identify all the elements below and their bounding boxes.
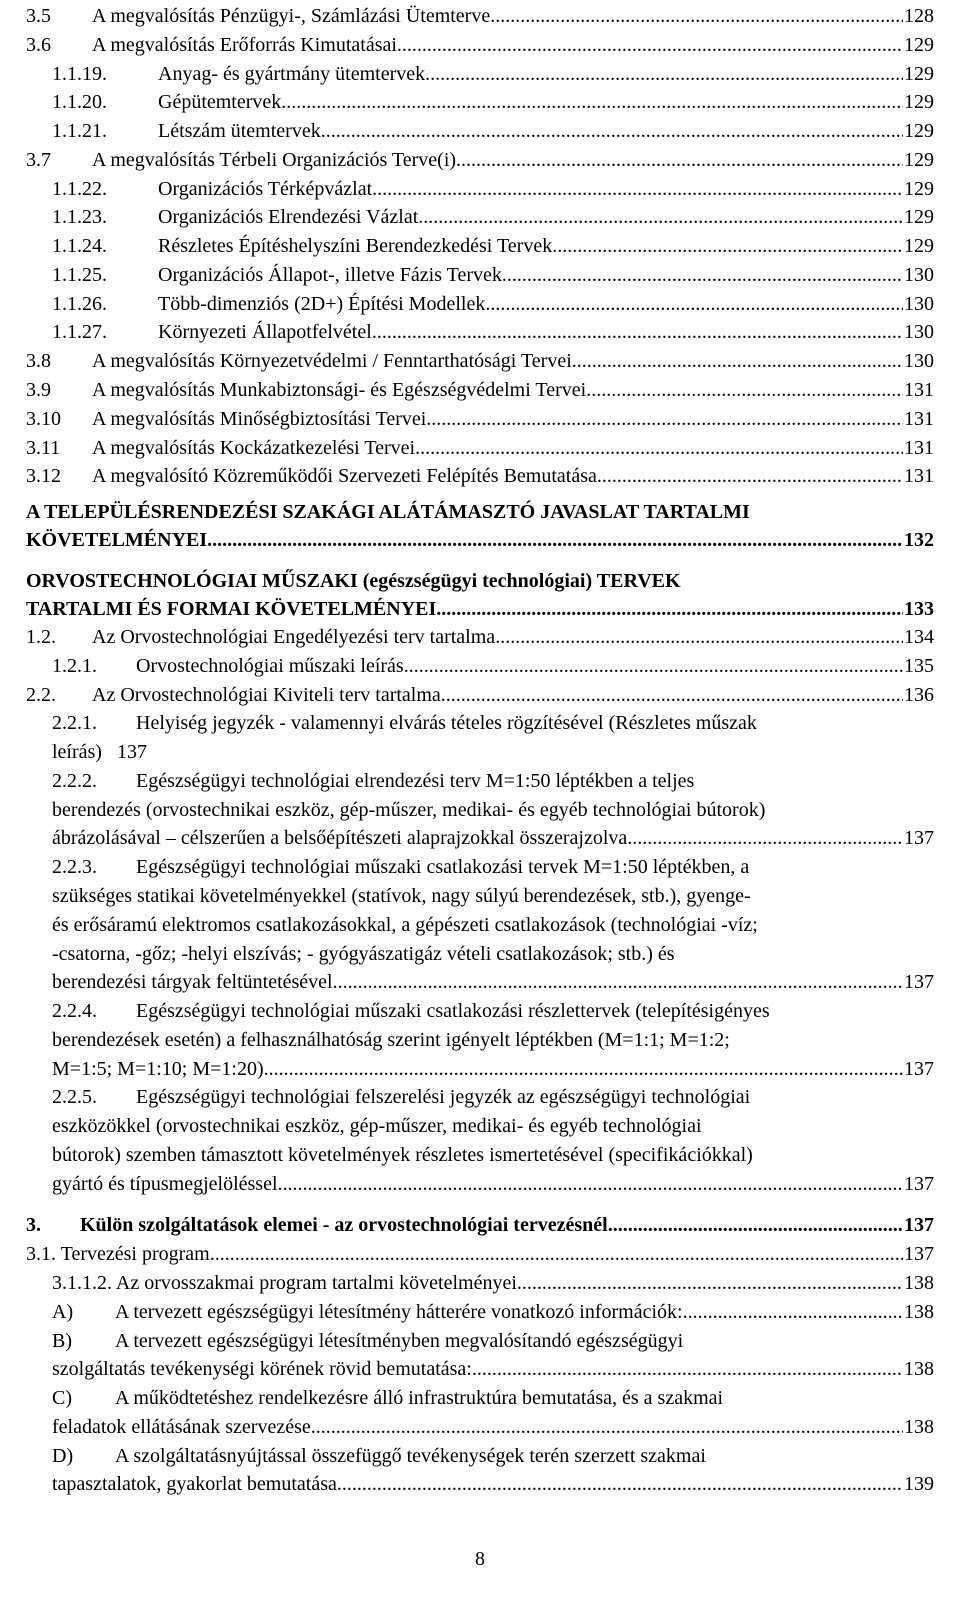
toc-title: A megvalósítás Erőforrás Kimutatásai: [92, 34, 397, 56]
toc-title: Organizációs Állapot-, illetve Fázis Tervek: [158, 264, 502, 286]
toc-title: A megvalósítás Pénzügyi-, Számlázási Ütemterve: [92, 5, 491, 27]
toc-number: 1.1.23.: [52, 206, 107, 228]
toc-title-line: berendezési tárgyak feltüntetésével: [52, 971, 333, 993]
toc-number: 1.1.24.: [52, 235, 107, 257]
toc-number: 1.1.25.: [52, 264, 107, 286]
toc-title: A megvalósító Közreműködői Szervezeti Felépítés Bemutatása: [92, 465, 597, 487]
toc-page: 130: [904, 293, 934, 315]
toc-title-line: feladatok ellátásának szervezése.: [52, 1416, 316, 1438]
toc-title: A megvalósítás Kockázatkezelési Tervei: [92, 437, 416, 459]
toc-page: 129: [904, 120, 934, 142]
toc-page: 130: [904, 321, 934, 343]
toc-title: Gépütemtervek: [158, 91, 282, 113]
toc-number: 2.2.1.: [52, 712, 97, 734]
toc-number: 3.12: [26, 465, 61, 487]
toc-title-line: gyártó és típusmegjelöléssel: [52, 1173, 278, 1195]
toc-title-line: -csatorna, -gőz; -helyi elszívás; - gyógyászatigáz vételi csatlakozások; stb.) és: [52, 943, 675, 965]
toc-number: 3.9: [26, 379, 51, 401]
toc-number: 1.2.1.: [52, 655, 97, 677]
toc-number: B): [52, 1330, 72, 1352]
toc-title-line: tapasztalatok, gyakorlat bemutatása.: [52, 1473, 342, 1495]
toc-title: A megvalósítás Minőségbiztosítási Tervei: [92, 408, 427, 430]
toc-page: 131: [904, 408, 934, 430]
toc-title-line: szolgáltatás tevékenységi körének rövid bemutatása:: [52, 1358, 472, 1380]
toc-number: 3.11: [26, 437, 61, 459]
toc-title-line: berendezések esetén) a felhasználhatóság szerint igényelt léptékben (M=1:1; M=1:2;: [52, 1029, 730, 1051]
toc-heading-line: A TELEPÜLÉSRENDEZÉSI SZAKÁGI ALÁTÁMASZTÓ JAVASLAT TARTALMI: [26, 501, 750, 523]
toc-heading-line: ORVOSTECHNOLÓGIAI MŰSZAKI (egészségügyi technológiai) TERVEK: [26, 570, 681, 592]
toc-title: KÖVETELMÉNYEI: [26, 529, 208, 551]
toc-entry-line[interactable]: [52, 740, 147, 764]
toc-page: 138: [904, 1272, 934, 1294]
toc-number: 1.2.: [26, 626, 56, 648]
toc-page: 129: [904, 178, 934, 200]
page-number: 8: [475, 1548, 485, 1570]
toc-page: 129: [904, 149, 934, 171]
toc-title-line: bútorok) szemben támasztott követelmények részletes ismertetésével (specifikációkkal): [52, 1144, 753, 1166]
toc-title-line: Helyiség jegyzék - valamennyi elvárás tételes rögzítésével (Részletes műszak: [136, 712, 757, 734]
toc-title-line: A szolgáltatásnyújtással összefüggő tevékenységek terén szerzett szakmai: [115, 1445, 706, 1467]
toc-page: 134: [904, 626, 934, 648]
toc-title: Orvostechnológiai műszaki leírás: [136, 655, 404, 677]
toc-page: 137: [904, 1058, 934, 1080]
toc-title: Külön szolgáltatások elemei - az orvostechnológiai tervezésnél: [80, 1214, 608, 1236]
toc-title: 3.1.1.2. Az orvosszakmai program tartalmi követelményei: [52, 1272, 517, 1294]
toc-number: 2.2.3.: [52, 856, 97, 878]
toc-title-line: eszközökkel (orvostechnikai eszköz, gép-műszer, medikai- és egyéb technológiai: [52, 1115, 702, 1137]
toc-title-line: leírás): [52, 741, 102, 763]
toc-page: 137: [904, 1173, 934, 1195]
toc-page: 136: [904, 684, 934, 706]
toc-title-line: Egészségügyi technológiai műszaki csatlakozási tervek M=1:50 léptékben, a: [136, 856, 750, 878]
toc-title-line: Egészségügyi technológiai műszaki csatlakozási részlettervek (telepítésigényes: [136, 1000, 770, 1022]
toc-page: 137: [904, 827, 934, 849]
toc-page: 131: [904, 379, 934, 401]
toc-title-line: A működtetéshez rendelkezésre álló infrastruktúra bemutatása, és a szakmai: [115, 1387, 724, 1409]
toc-title: Organizációs Térképvázlat: [158, 178, 373, 200]
toc-number: 1.1.19.: [52, 63, 107, 85]
toc-page: 129: [904, 235, 934, 257]
toc-title: Organizációs Elrendezési Vázlat: [158, 206, 419, 228]
toc-page: 131: [904, 465, 934, 487]
toc-page: 130: [904, 350, 934, 372]
toc-page: 129: [904, 63, 934, 85]
toc-number: 1.1.20.: [52, 91, 107, 113]
toc-number: 3.10: [26, 408, 61, 430]
toc-number: 3.7: [26, 149, 51, 171]
toc-page: 130: [904, 264, 934, 286]
toc-page: 138: [904, 1301, 934, 1323]
toc-title: Az Orvostechnológiai Kiviteli terv tartalma: [92, 684, 441, 706]
toc-page: 137: [904, 1214, 934, 1236]
toc-number: 2.2.2.: [52, 770, 97, 792]
toc-page: 135: [904, 655, 934, 677]
toc-number: 2.2.: [26, 684, 56, 706]
toc-title-line: Egészségügyi technológiai elrendezési terv M=1:50 léptékben a teljes: [136, 770, 695, 792]
toc-title-line: berendezés (orvostechnikai eszköz, gép-műszer, medikai- és egyéb technológiai bútorok): [52, 799, 766, 821]
toc-page: 132: [904, 529, 934, 551]
toc-title-line: szükséges statikai követelményekkel (statívok, nagy súlyú berendezések, stb.), gyenge-: [52, 885, 751, 907]
toc-title: Több-dimenziós (2D+) Építési Modellek: [158, 293, 486, 315]
toc-title: Létszám ütemtervek: [158, 120, 321, 142]
toc-number: 1.1.22.: [52, 178, 107, 200]
toc-page: 129: [904, 34, 934, 56]
toc-title: Környezeti Állapotfelvétel: [158, 321, 372, 343]
toc-number: D): [52, 1445, 74, 1467]
toc-page: 133: [904, 598, 934, 620]
toc-title-line: Egészségügyi technológiai felszerelési jegyzék az egészségügyi technológiai: [136, 1086, 751, 1108]
toc-number: 3.6: [26, 34, 51, 56]
toc-title: 3.1. Tervezési program: [26, 1243, 210, 1265]
toc-number: 3.5: [26, 5, 51, 27]
toc-page: 137: [904, 1243, 934, 1265]
toc-number: 2.2.5.: [52, 1086, 97, 1108]
toc-title: A megvalósítás Munkabiztonsági- és Egészségvédelmi Tervei: [92, 379, 587, 401]
toc-number: A): [52, 1301, 74, 1323]
toc-number: 1.1.21.: [52, 120, 107, 142]
toc-page: 139: [904, 1473, 934, 1495]
toc-number: 3.8: [26, 350, 51, 372]
toc-page: 131: [904, 437, 934, 459]
toc-page: 129: [904, 206, 934, 228]
toc-title-line: és erősáramú elektromos csatlakozásokkal, a gépészeti csatlakozások (technológiai -víz;: [52, 914, 758, 936]
toc-title: A megvalósítás Térbeli Organizációs Terve(i): [92, 149, 457, 171]
toc-number: C): [52, 1387, 72, 1409]
toc-title: A megvalósítás Környezetvédelmi / Fenntarthatósági Tervei: [92, 350, 572, 372]
toc-title: Anyag- és gyártmány ütemtervek: [158, 63, 426, 85]
toc-page: 129: [904, 91, 934, 113]
toc-title-line: M=1:5; M=1:10; M=1:20): [52, 1058, 264, 1080]
toc-title: A tervezett egészségügyi létesítmény hátterére vonatkozó információk:: [115, 1301, 683, 1323]
toc-title-line: A tervezett egészségügyi létesítményben megvalósítandó egészségügyi: [115, 1330, 684, 1352]
toc-page: 138: [904, 1358, 934, 1380]
toc-page: 128: [904, 5, 934, 27]
toc-number: 3.: [26, 1214, 41, 1236]
toc-number: 2.2.4.: [52, 1000, 97, 1022]
toc-number: 1.1.27.: [52, 321, 107, 343]
toc-title: TARTALMI ÉS FORMAI KÖVETELMÉNYEI: [26, 598, 437, 620]
toc-title: Az Orvostechnológiai Engedélyezési terv tartalma: [92, 626, 496, 648]
toc-number: 1.1.26.: [52, 293, 107, 315]
toc-page: 137: [116, 741, 147, 763]
toc-page: 137: [904, 971, 934, 993]
toc-page: 138: [904, 1416, 934, 1438]
toc-title-line: ábrázolásával – célszerűen a belsőépítészeti alaprajzokkal összerajzolva: [52, 827, 628, 849]
toc-title: Részletes Építéshelyszíni Berendezkedési Tervek: [158, 235, 553, 257]
